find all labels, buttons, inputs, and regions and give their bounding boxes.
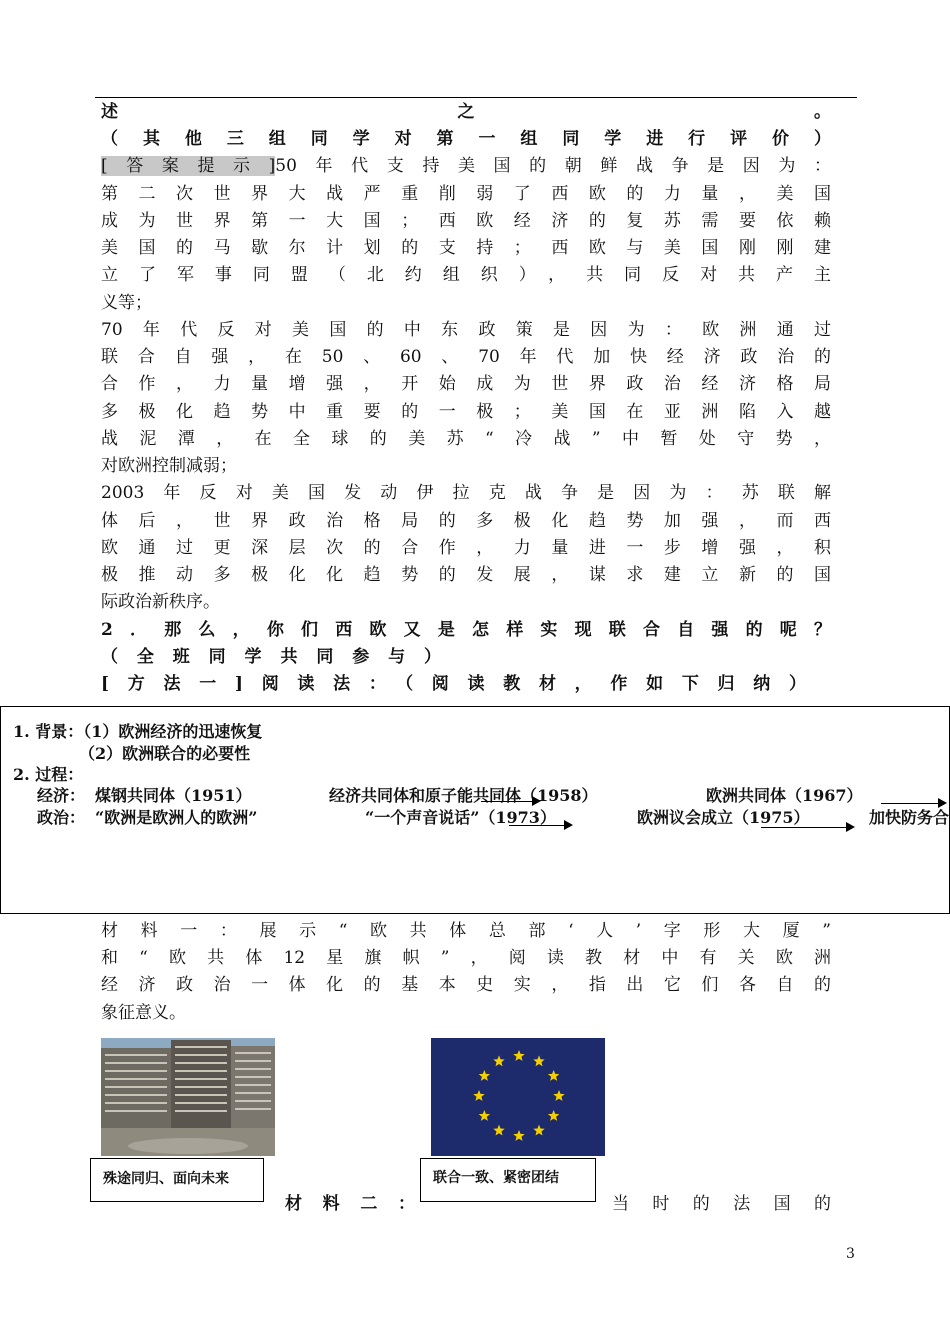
text-line: 合作，力量增强，开始成为世界政治经济格局 — [101, 374, 831, 394]
text-line: [方法一]阅读法：（阅读教材，作如下归纳） — [101, 674, 806, 694]
text-line: （全班同学共同参与） — [101, 647, 441, 667]
text-line: 70年代反对美国的中东政策是因为：欧洲通过 — [101, 320, 831, 340]
politics-step-3: 欧洲议会成立（1975） — [637, 808, 810, 827]
text-line: 多极化趋势中重要的一极；美国在亚洲陷入越 — [101, 402, 831, 422]
text-line: 2003年反对美国发动伊拉克战争是因为：苏联解 — [101, 483, 831, 503]
arrow-right-icon — [881, 803, 945, 804]
caption-flag: 联合一致、紧密团结 — [420, 1158, 596, 1202]
text-line-answer-hint — [101, 153, 831, 180]
arrow-right-icon — [509, 825, 571, 826]
economy-step-2 — [329, 783, 598, 806]
eu-flag-icon — [431, 1038, 605, 1156]
text-span: 50年代支持美国的朝鲜战争是因为： — [275, 156, 831, 176]
economy-label: 经济： — [37, 786, 86, 805]
building-image — [101, 1038, 275, 1156]
eu-flag-image — [431, 1038, 605, 1156]
page-number: 3 — [846, 1246, 855, 1262]
text-line: 成为世界第一大国；西欧经济的复苏需要依赖 — [101, 211, 831, 231]
text-line: （其他三组同学对第一组同学进行评价） — [101, 129, 831, 149]
politics-step-4: 加快防务合 — [869, 808, 950, 827]
politics-label: 政治： — [37, 808, 86, 827]
answer-hint-label: [答案提示] — [101, 156, 276, 176]
text-line: 第二次世界大战严重削弱了西欧的力量，美国 — [101, 184, 831, 204]
politics-step-1: “欧洲是欧洲人的欧洲” — [95, 808, 258, 827]
ec-headquarters-photo — [101, 1038, 275, 1156]
text-line: 义等； — [101, 293, 152, 313]
text-line: 体后，世界政治格局的多极化趋势加强，而西 — [101, 511, 831, 531]
material-1-line: 象征意义。 — [101, 1003, 186, 1023]
text-line: 述之。 — [101, 102, 831, 122]
material-1-line: 和“欧共体12星旗帜”，阅读教材中有关欧洲 — [101, 948, 831, 968]
text-line: 2．那么，你们西欧又是怎样实现联合自强的呢？ — [101, 620, 831, 640]
politics-step-2: “一个声音说话”（1973） — [365, 808, 556, 827]
material-2-tail: 当时的法国的 — [612, 1194, 831, 1214]
summary-box — [0, 706, 950, 914]
arrow-right-icon — [481, 801, 539, 802]
material-1-line: 经济政治一体化的基本史实，指出它们各自的 — [101, 975, 831, 995]
economy-step-2-text: 经济共同体和原子能共同体（1958） — [329, 786, 598, 805]
economy-step-3: 欧洲共同体（1967） — [706, 786, 863, 805]
economy-step-1: 煤钢共同体（1951） — [95, 786, 252, 805]
background-title: 1. 背景：（1）欧洲经济的迅速恢复 — [13, 722, 263, 741]
material-1-line: 材料一：展示“欧共体总部‘人’字形大厦” — [101, 921, 831, 941]
header-rule — [95, 97, 857, 98]
process-title: 2. 过程： — [13, 765, 84, 784]
text-line: 联合自强，在50、60、70年代加快经济政治的 — [101, 347, 831, 367]
text-line: 际政治新秩序。 — [101, 592, 220, 612]
arrow-right-icon — [761, 827, 853, 828]
background-item-2: （2）欧洲联合的必要性 — [79, 744, 251, 763]
text-line: 美国的马歇尔计划的支持；西欧与美国刚刚建 — [101, 238, 831, 258]
text-line: 极推动多极化化趋势的发展，谋求建立新的国 — [101, 565, 831, 585]
material-2-label: 材料二： — [285, 1194, 415, 1214]
text-line: 战泥潭，在全球的美苏“冷战”中暂处守势， — [101, 429, 831, 449]
caption-building: 殊途同归、面向未来 — [90, 1158, 264, 1202]
text-line: 对欧洲控制减弱； — [101, 456, 237, 476]
text-line: 欧通过更深层次的合作，力量进一步增强，积 — [101, 538, 831, 558]
text-line: 立了军事同盟（北约组织），共同反对共产主 — [101, 265, 831, 285]
